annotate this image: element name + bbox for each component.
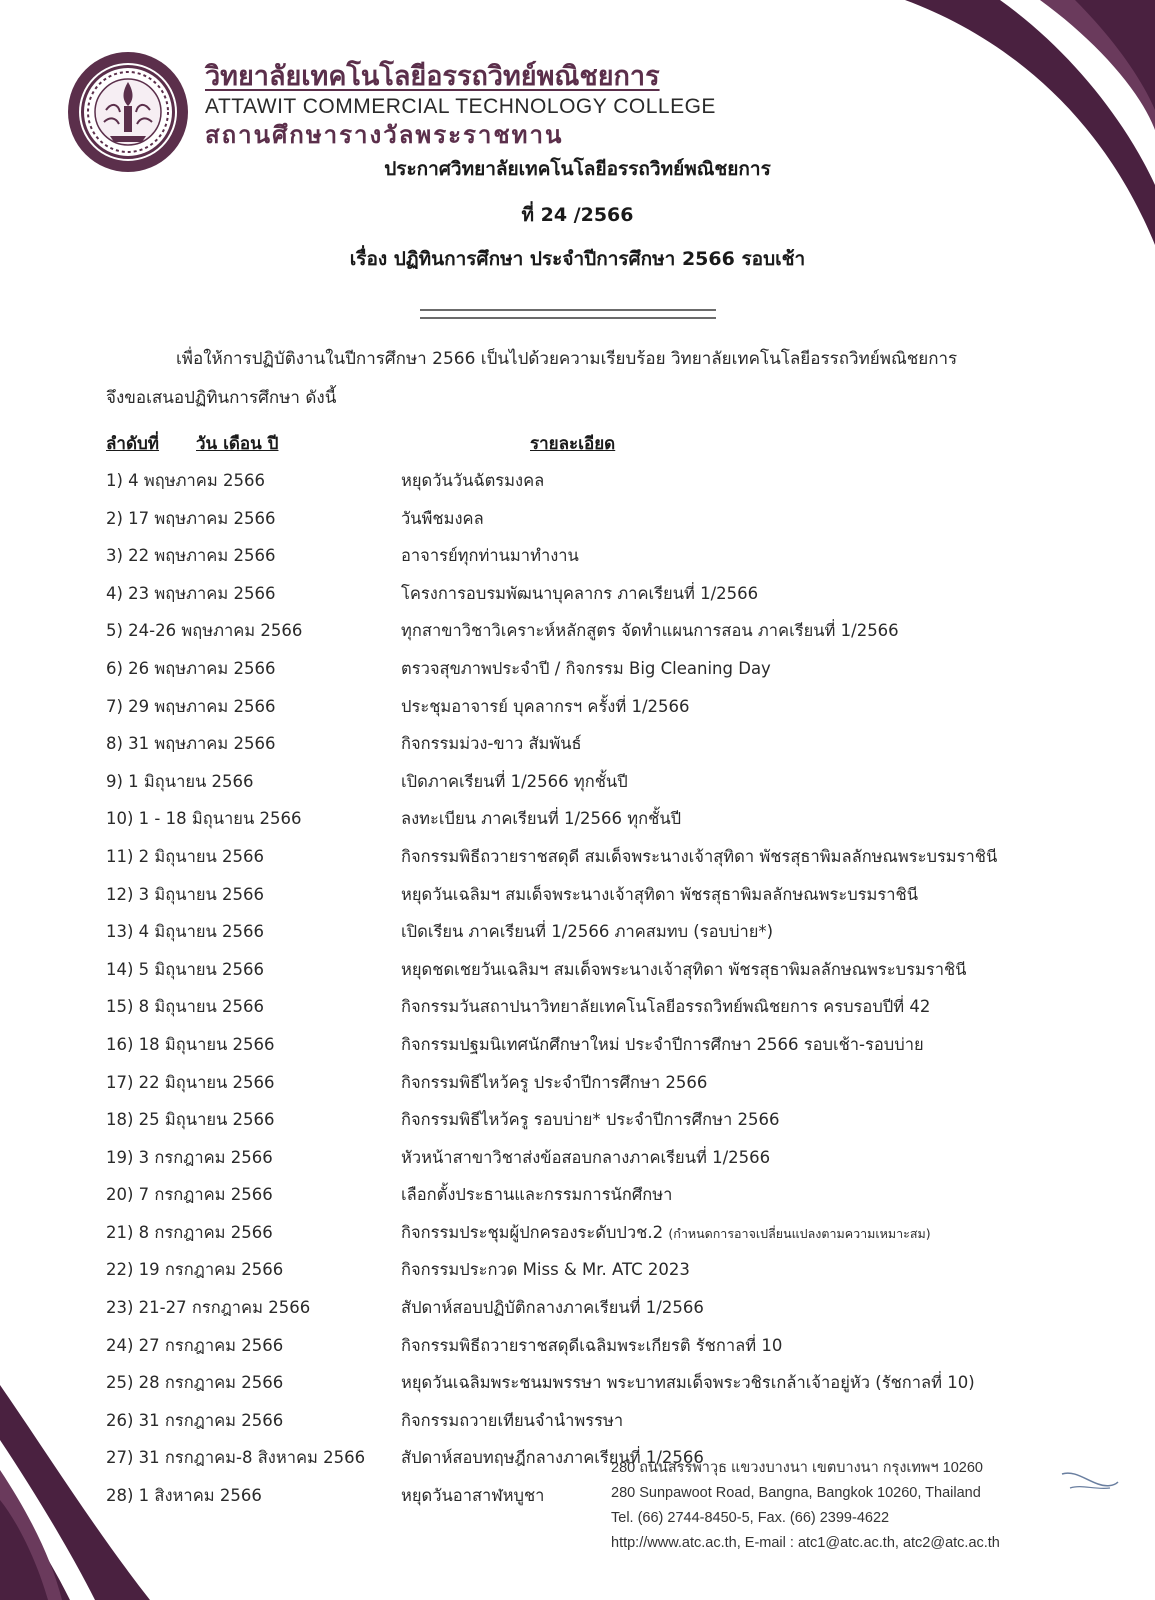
calendar-row-date: 15) 8 มิถุนายน 2566 [106, 997, 265, 1017]
calendar-row-date: 7) 29 พฤษภาคม 2566 [106, 696, 276, 716]
calendar-row [106, 1026, 1066, 1064]
calendar-row-detail-text: กิจกรรมพิธีถวายราชสดุดี สมเด็จพระนางเจ้าสุทิดา พัชรสุธาพิมลลักษณพระบรมราชินี [401, 846, 998, 866]
calendar-row-detail-text: กิจกรรมประชุมผู้ปกครองระดับปวช.2 [401, 1222, 664, 1242]
calendar-row [106, 1176, 1066, 1214]
calendar-row-date: 12) 3 มิถุนายน 2566 [106, 884, 265, 904]
calendar-row-detail-text: หยุดวันวันฉัตรมงคล [401, 471, 545, 490]
award-line: สถานศึกษารางวัลพระราชทาน [205, 120, 564, 149]
column-header-detail: รายละเอียด [530, 434, 616, 454]
calendar-row-detail-text: ลงทะเบียน ภาคเรียนที่ 1/2566 ทุกชั้นปี [401, 809, 682, 829]
calendar-row-detail [401, 694, 690, 720]
calendar-row-date: 6) 26 พฤษภาคม 2566 [106, 658, 276, 678]
calendar-row-date: 4) 23 พฤษภาคม 2566 [106, 583, 276, 603]
calendar-row-date: 23) 21-27 กรกฎาคม 2566 [106, 1298, 311, 1318]
calendar-row-detail-text: หยุดวันเฉลิมฯ สมเด็จพระนางเจ้าสุทิดา พัชรสุธาพิมลลักษณพระบรมราชินี [401, 884, 919, 904]
calendar-row-date: 25) 28 กรกฎาคม 2566 [106, 1373, 284, 1393]
calendar-row-detail [401, 1220, 931, 1246]
calendar-row-detail-text: ประชุมอาจารย์ บุคลากรฯ ครั้งที่ 1/2566 [401, 696, 690, 716]
double-rule-divider [420, 309, 716, 319]
calendar-row [106, 1101, 1066, 1139]
calendar-row-detail-text: กิจกรรมวันสถาปนาวิทยาลัยเทคโนโลยีอรรถวิทย์พณิชยการ ครบรอบปีที่ 42 [401, 997, 931, 1017]
calendar-row-detail [401, 844, 997, 870]
calendar-row [106, 1139, 1066, 1177]
footer-web-email: http://www.atc.ac.th, E-mail : atc1@atc.ac.th, atc2@atc.ac.th [611, 1535, 1000, 1551]
calendar-row [106, 1289, 1066, 1327]
calendar-row-date: 10) 1 - 18 มิถุนายน 2566 [106, 809, 302, 829]
calendar-row-detail [401, 543, 579, 569]
calendar-row [106, 1402, 1066, 1440]
calendar-row [106, 1064, 1066, 1102]
intro-line-2: จึงขอเสนอปฏิทินการศึกษา ดังนี้ [106, 388, 337, 408]
calendar-row [106, 1364, 1066, 1402]
calendar-row-detail-text: หัวหน้าสาขาวิชาส่งข้อสอบกลางภาคเรียนที่ 1/2566 [401, 1147, 771, 1167]
calendar-row-detail [401, 769, 628, 795]
calendar-row-date: 18) 25 มิถุนายน 2566 [106, 1110, 275, 1130]
calendar-row [106, 951, 1066, 989]
announcement-number: ที่ 24 /2566 [521, 204, 634, 226]
calendar-row-detail-text: กิจกรรมพิธีไหว้ครู รอบบ่าย* ประจำปีการศึกษา 2566 [401, 1110, 780, 1130]
footer-contact [611, 1456, 1000, 1556]
footer-wave-icon [1060, 1468, 1120, 1498]
calendar-row-detail [401, 468, 544, 494]
calendar-row [106, 537, 1066, 575]
calendar-row-date: 28) 1 สิงหาคม 2566 [106, 1486, 262, 1506]
calendar-row-date: 19) 3 กรกฎาคม 2566 [106, 1147, 273, 1167]
calendar-row-date: 5) 24-26 พฤษภาคม 2566 [106, 621, 303, 641]
calendar-row-detail-text: โครงการอบรมพัฒนาบุคลากร ภาคเรียนที่ 1/2566 [401, 583, 759, 603]
calendar-list [106, 462, 1066, 1515]
calendar-row-detail-text: กิจกรรมปฐมนิเทศนักศึกษาใหม่ ประจำปีการศึกษา 2566 รอบเช้า-รอบบ่าย [401, 1034, 924, 1054]
calendar-row-detail-text: หยุดวันเฉลิมพระชนมพรรษา พระบาทสมเด็จพระวชิรเกล้าเจ้าอยู่หัว (รัชกาลที่ 10) [401, 1373, 975, 1393]
calendar-row [106, 725, 1066, 763]
calendar-row [106, 876, 1066, 914]
calendar-row-detail [401, 506, 484, 532]
calendar-row [106, 500, 1066, 538]
calendar-row-detail-text: สัปดาห์สอบทฤษฎีกลางภาคเรียนที่ 1/2566 [401, 1448, 704, 1468]
calendar-row-detail-text: หยุดวันอาสาฬหบูชา [401, 1486, 545, 1506]
calendar-row-date: 14) 5 มิถุนายน 2566 [106, 959, 265, 979]
calendar-row [106, 612, 1066, 650]
calendar-row-detail-text: เลือกตั้งประธานและกรรมการนักศึกษา [401, 1185, 673, 1205]
calendar-row-date: 11) 2 มิถุนายน 2566 [106, 846, 265, 866]
calendar-row-date: 26) 31 กรกฎาคม 2566 [106, 1410, 284, 1430]
calendar-row-note: (กำหนดการอาจเปลี่ยนแปลงตามความเหมาะสม) [668, 1225, 931, 1241]
calendar-row-date: 24) 27 กรกฎาคม 2566 [106, 1335, 284, 1355]
calendar-row-detail-text: วันพืชมงคล [401, 508, 484, 528]
calendar-row [106, 650, 1066, 688]
calendar-row [106, 1251, 1066, 1289]
calendar-row-detail [401, 1370, 975, 1396]
calendar-row-date: 8) 31 พฤษภาคม 2566 [106, 734, 276, 754]
college-name-english: ATTAWIT COMMERCIAL TECHNOLOGY COLLEGE [205, 95, 716, 118]
calendar-row-detail-text: หยุดชดเชยวันเฉลิมฯ สมเด็จพระนางเจ้าสุทิดา พัชรสุธาพิมลลักษณพระบรมราชินี [401, 959, 967, 979]
calendar-row-date: 27) 31 กรกฎาคม-8 สิงหาคม 2566 [106, 1448, 366, 1468]
calendar-row-detail [401, 581, 758, 607]
calendar-row-detail-text: เปิดภาคเรียนที่ 1/2566 ทุกชั้นปี [401, 771, 628, 791]
college-name-thai: วิทยาลัยเทคโนโลยีอรรถวิทย์พณิชยการ [205, 61, 660, 92]
calendar-row-date: 2) 17 พฤษภาคม 2566 [106, 508, 276, 528]
calendar-row-detail [401, 656, 771, 682]
announcement-subject: เรื่อง ปฏิทินการศึกษา ประจำปีการศึกษา 2566 รอบเช้า [349, 248, 806, 270]
calendar-row-date: 20) 7 กรกฎาคม 2566 [106, 1185, 273, 1205]
calendar-row-detail [401, 1408, 623, 1434]
calendar-row-date: 16) 18 มิถุนายน 2566 [106, 1034, 275, 1054]
announcement-issuer: ประกาศวิทยาลัยเทคโนโลยีอรรถวิทย์พณิชยการ [384, 158, 771, 180]
calendar-row [106, 688, 1066, 726]
calendar-row-detail [401, 618, 899, 644]
calendar-row-detail [401, 882, 918, 908]
calendar-row-detail [401, 1145, 770, 1171]
calendar-row-detail [401, 1295, 704, 1321]
calendar-row [106, 1214, 1066, 1252]
calendar-row-detail [401, 919, 773, 945]
calendar-row-date: 21) 8 กรกฎาคม 2566 [106, 1222, 273, 1242]
calendar-row-detail [401, 1182, 672, 1208]
calendar-row-date: 1) 4 พฤษภาคม 2566 [106, 471, 265, 490]
calendar-row [106, 988, 1066, 1026]
calendar-row-date: 13) 4 มิถุนายน 2566 [106, 922, 265, 942]
intro-line-1: เพื่อให้การปฏิบัติงานในปีการศึกษา 2566 เป็นไปด้วยความเรียบร้อย วิทยาลัยเทคโนโลยีอรรถวิทย์พณิชยการ [176, 349, 958, 369]
calendar-row-detail-text: กิจกรรมพิธีไหว้ครู ประจำปีการศึกษา 2566 [401, 1072, 708, 1092]
letterhead [205, 60, 716, 150]
calendar-row-detail [401, 1257, 690, 1283]
calendar-row-detail-text: กิจกรรมม่วง-ขาว สัมพันธ์ [401, 734, 582, 754]
calendar-row [106, 1327, 1066, 1365]
calendar-row-detail [401, 806, 681, 832]
calendar-row [106, 763, 1066, 801]
calendar-row-date: 9) 1 มิถุนายน 2566 [106, 771, 254, 791]
calendar-row [106, 800, 1066, 838]
calendar-row-detail [401, 1070, 707, 1096]
calendar-row-date: 17) 22 มิถุนายน 2566 [106, 1072, 275, 1092]
calendar-row [106, 575, 1066, 613]
footer-address-english: 280 Sunpawoot Road, Bangna, Bangkok 10260, Thailand [611, 1485, 981, 1501]
calendar-row [106, 838, 1066, 876]
calendar-row-detail-text: ตรวจสุขภาพประจำปี / กิจกรรม Big Cleaning Day [401, 658, 771, 678]
calendar-row-detail-text: กิจกรรมถวายเทียนจำนำพรรษา [401, 1410, 624, 1430]
calendar-row-detail-text: กิจกรรมพิธีถวายราชสดุดีเฉลิมพระเกียรติ รัชกาลที่ 10 [401, 1335, 783, 1355]
calendar-row-date: 22) 19 กรกฎาคม 2566 [106, 1260, 284, 1280]
footer-address-thai: 280 ถนนสรรพาวุธ แขวงบางนา เขตบางนา กรุงเทพฯ 10260 [611, 1460, 983, 1476]
calendar-row-detail [401, 1032, 924, 1058]
calendar-row [106, 462, 1066, 500]
calendar-row-detail [401, 994, 930, 1020]
calendar-row-detail [401, 957, 966, 983]
calendar-row-detail-text: อาจารย์ทุกท่านมาทำงาน [401, 546, 579, 566]
calendar-row-date: 3) 22 พฤษภาคม 2566 [106, 546, 276, 566]
column-header-order: ลำดับที่ [106, 434, 160, 454]
calendar-row-detail-text: ทุกสาขาวิชาวิเคราะห์หลักสูตร จัดทำแผนการสอน ภาคเรียนที่ 1/2566 [401, 621, 899, 641]
calendar-row-detail [401, 1333, 782, 1359]
calendar-row-detail [401, 731, 582, 757]
calendar-row-detail-text: สัปดาห์สอบปฏิบัติกลางภาคเรียนที่ 1/2566 [401, 1298, 704, 1318]
calendar-row-detail [401, 1107, 780, 1133]
calendar-row [106, 913, 1066, 951]
calendar-row-detail-text: เปิดเรียน ภาคเรียนที่ 1/2566 ภาคสมทบ (รอบบ่าย*) [401, 922, 774, 942]
footer-phone-fax: Tel. (66) 2744-8450-5, Fax. (66) 2399-4622 [611, 1510, 890, 1526]
calendar-row-detail-text: กิจกรรมประกวด Miss & Mr. ATC 2023 [401, 1260, 690, 1280]
calendar-row-detail [401, 1483, 544, 1509]
column-header-date: วัน เดือน ปี [196, 434, 279, 454]
